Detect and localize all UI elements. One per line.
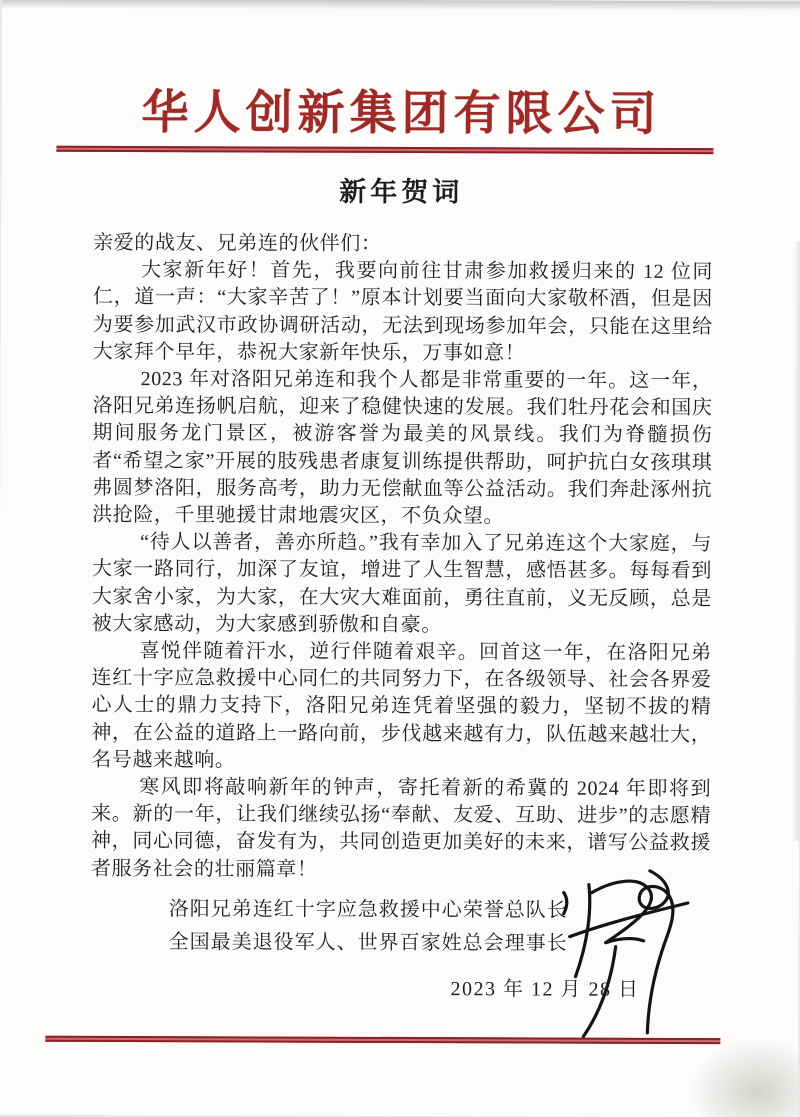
scan-edge-top: [2, 0, 800, 11]
scan-edge-right: [792, 241, 800, 841]
letterhead-double-rule: [56, 146, 713, 154]
letter-date: 2023 年 12 月 28 日: [450, 978, 640, 1001]
scan-smudge-corner: [688, 1037, 800, 1117]
paragraph-5: 寒风即将敲响新年的钟声，寄托着新的希冀的 2024 年即将到来。新的一年，让我们继续弘扬“奉献、友爱、互助、进步”的志愿精神，同心同德，奋发有为，共同创造更加美好的未来，谱写公益救援者服务社会的壮丽篇章！: [90, 776, 712, 881]
company-name: 华人创新集团有限公司: [141, 87, 662, 141]
salutation: 亲爱的战友、兄弟连的伙伴们：: [93, 231, 382, 255]
signoff-role-line-1: 洛阳兄弟连红十字应急救援中心荣誉总队长: [168, 898, 568, 922]
letter-body: [91, 230, 713, 885]
handwritten-signature-icon: [541, 858, 704, 1041]
letter-title: 新年贺词: [339, 176, 464, 208]
footer-double-rule: [45, 1036, 720, 1044]
paragraph-3: “待人以善者，善亦所趋。”我有幸加入了兄弟连这个大家庭，与大家一路同行，加深了友谊，增进了人生智慧，感悟甚多。每每看到大家舍小家，为大家，在大灾大难面前，勇往直前，义无反顾，总是被大家感动，为大家感到骄傲和自豪。: [91, 531, 713, 636]
paragraph-2: 2023 年对洛阳兄弟连和我个人都是非常重要的一年。这一年，洛阳兄弟连扬帆启航，迎来了稳健快速的发展。我们牡丹花会和国庆期间服务龙门景区，被游客誉为最美的风景线。我们为脊髓损伤者“希望之家”开展的肢残患者康复训练提供帮助，呵护抗白女孩琪琪弗圆梦洛阳，服务高考，助力无偿献血等公益活动。我们奔赴涿州抗洪抢险，千里驰援甘肃地震灾区，不负众望。: [92, 368, 713, 528]
signoff-role-line-2: 全国最美退役军人、世界百家姓总会理事长: [168, 931, 568, 955]
paragraph-1: 大家新年好！首先，我要向前往甘肃参加救援归来的 12 位同仁，道一声：“大家辛苦了！”原本计划要当面向大家敬杯酒，但是因为要参加武汉市政协调研活动，无法到现场参加年会，只能在这里给大家拜个早年，恭祝大家新年快乐，万事如意！: [92, 259, 714, 365]
paragraph-4: 喜悦伴随着汗水，逆行伴随着艰辛。回首这一年，在洛阳兄弟连红十字应急救援中心同仁的共同努力下，在各级领导、社会各界爱心人士的鼎力支持下，洛阳兄弟连凭着坚强的毅力，坚韧不拔的精神，在公益的道路上一路向前，步伐越来越有力，队伍越来越壮大，名号越来越响。: [91, 640, 712, 772]
